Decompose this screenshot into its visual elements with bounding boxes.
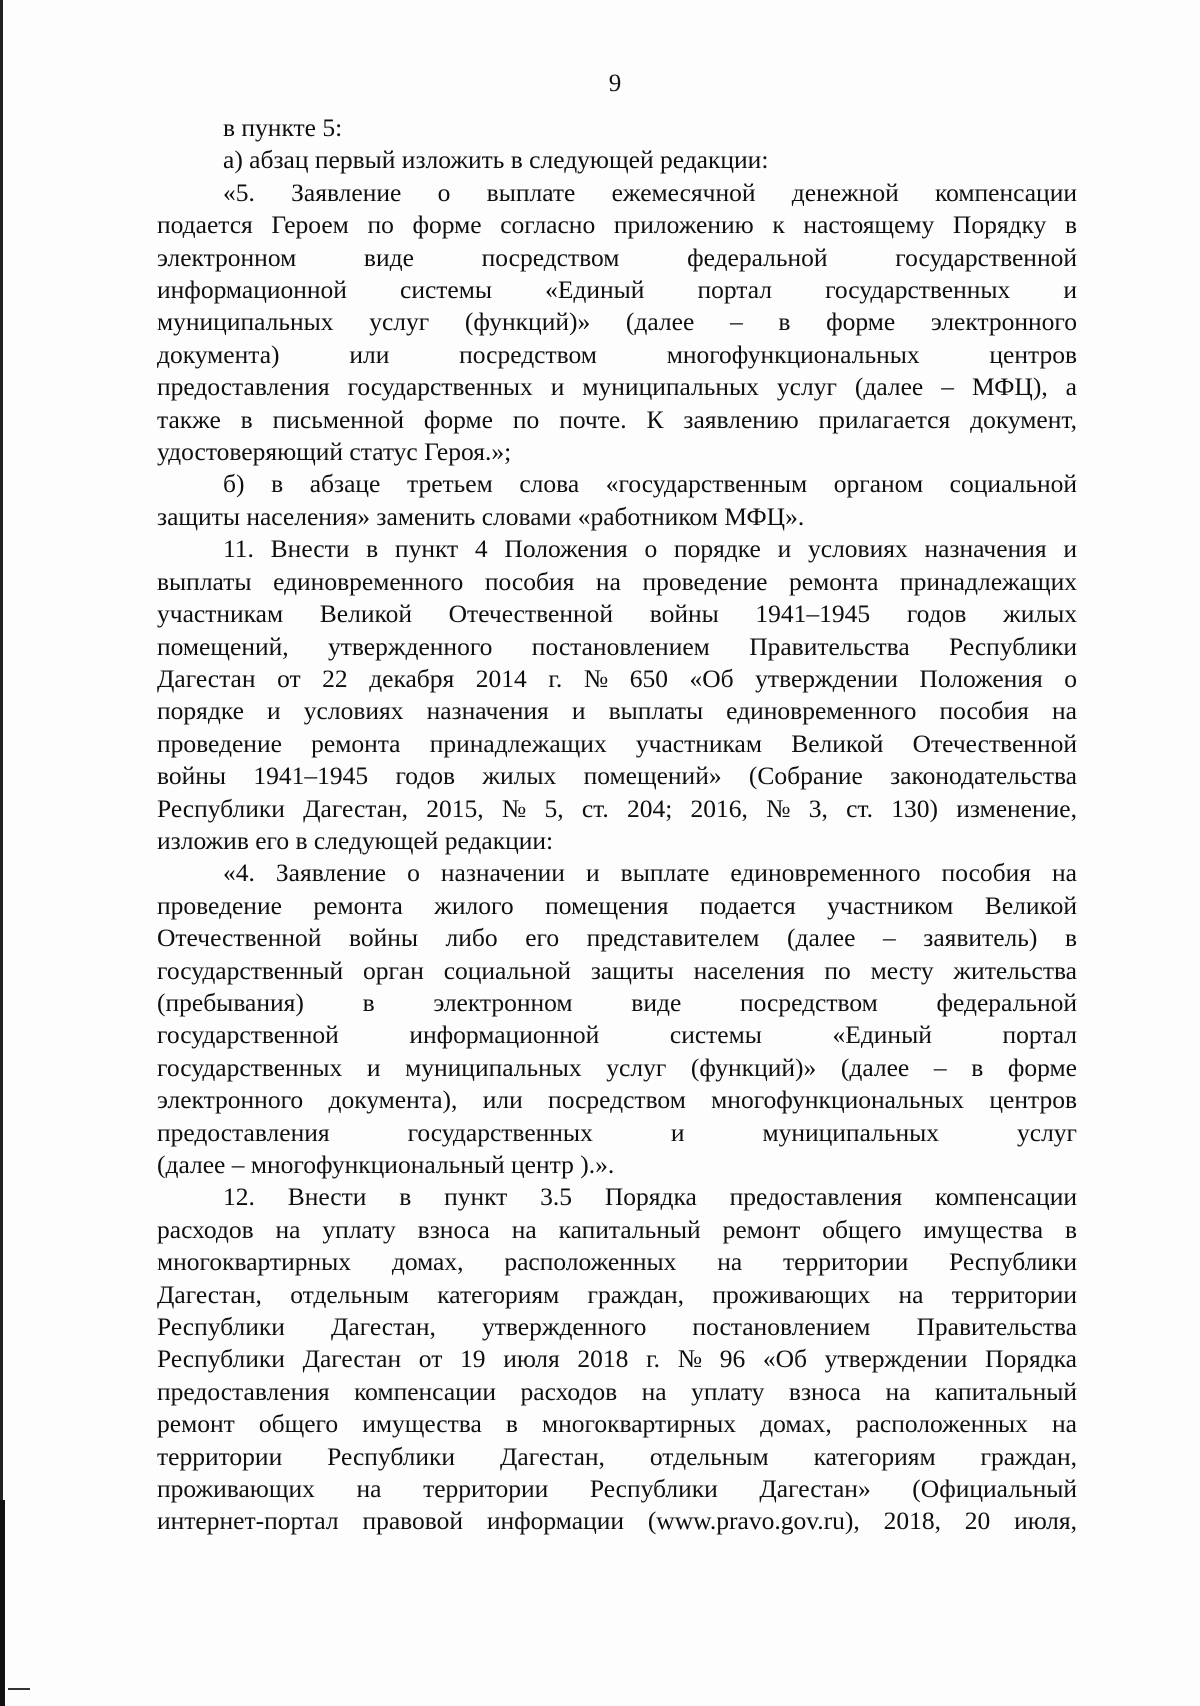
text-line: подается Героем по форме согласно приложению к настоящему Порядку в xyxy=(157,210,1077,240)
text-line: а) абзац первый изложить в следующей редакции: xyxy=(223,145,769,175)
text-line: «4. Заявление о назначении и выплате единовременного пособия на xyxy=(223,858,1077,888)
text-line: предоставления государственных и муниципальных услуг xyxy=(157,1117,1077,1147)
text-line: проведение ремонта принадлежащих участникам Великой Отечественной xyxy=(157,728,1077,758)
text-line: «5. Заявление о выплате ежемесячной денежной компенсации xyxy=(223,177,1077,207)
text-line: многоквартирных домах, расположенных на территории Республики xyxy=(157,1247,1077,1277)
text-line: территории Республики Дагестан, отдельным категориям граждан, xyxy=(157,1441,1077,1471)
page-number: 9 xyxy=(608,70,622,97)
text-line: защиты населения» заменить словами «работником МФЦ». xyxy=(157,501,805,531)
text-line: (далее – многофункциональный центр ).». xyxy=(157,1150,615,1179)
text-line: документа) или посредством многофункциональных центров xyxy=(157,339,1077,369)
text-line: информационной системы «Единый портал государственных и xyxy=(157,275,1077,305)
text-line: в пункте 5: xyxy=(223,113,343,142)
text-line: Дагестан от 22 декабря 2014 г. № 650 «Об утверждении Положения о xyxy=(157,663,1077,693)
text-line: ремонт общего имущества в многоквартирных домах, расположенных на xyxy=(157,1409,1077,1439)
text-line: изложив его в следующей редакции: xyxy=(157,825,554,855)
text-line: удостоверяющий статус Героя.»; xyxy=(157,437,512,467)
text-line: Республики Дагестан, утвержденного постановлением Правительства xyxy=(157,1312,1077,1342)
text-line: электронном виде посредством федеральной государственной xyxy=(157,242,1077,272)
text-line: Отечественной войны либо его представителем (далее – заявитель) в xyxy=(157,923,1077,953)
text-line: 11. Внести в пункт 4 Положения о порядке и условиях назначения и xyxy=(223,534,1077,564)
text-line: проведение ремонта жилого помещения подается участником Великой xyxy=(157,890,1077,920)
scan-mark xyxy=(8,1688,30,1690)
text-line: проживающих на территории Республики Дагестан» (Официальный xyxy=(157,1474,1077,1504)
text-line: участникам Великой Отечественной войны 1941–1945 годов жилых xyxy=(157,599,1077,629)
text-line: (пребывания) в электронном виде посредством федеральной xyxy=(157,987,1077,1017)
text-line: муниципальных услуг (функций)» (далее – в форме электронного xyxy=(157,307,1077,337)
scan-edge-artifact-lower xyxy=(0,1500,5,1706)
text-line: помещений, утвержденного постановлением Правительства Республики xyxy=(157,631,1077,661)
text-line: войны 1941–1945 годов жилых помещений» (Собрание законодательства xyxy=(157,761,1077,791)
text-line: Дагестан, отдельным категориям граждан, проживающих на территории xyxy=(157,1279,1077,1309)
text-line: выплаты единовременного пособия на проведение ремонта принадлежащих xyxy=(157,566,1077,596)
text-line: электронного документа), или посредством многофункциональных центров xyxy=(157,1085,1077,1115)
text-line: государственный орган социальной защиты населения по месту жительства xyxy=(157,955,1077,985)
text-line: 12. Внести в пункт 3.5 Порядка предоставления компенсации xyxy=(223,1182,1077,1212)
text-line: интернет-портал правовой информации (www.pravo.gov.ru), 2018, 20 июля, xyxy=(157,1506,1077,1536)
text-line: предоставления компенсации расходов на уплату взноса на капитальный xyxy=(157,1376,1077,1406)
text-line: государственных и муниципальных услуг (функций)» (далее – в форме xyxy=(157,1052,1077,1082)
scan-edge-artifact xyxy=(0,0,3,1706)
text-line: порядке и условиях назначения и выплаты единовременного пособия на xyxy=(157,696,1077,726)
text-line: государственной информационной системы «Единый портал xyxy=(157,1020,1077,1050)
text-line: расходов на уплату взноса на капитальный ремонт общего имущества в xyxy=(157,1214,1077,1244)
document-body xyxy=(157,112,1077,1538)
text-line: Республики Дагестан, 2015, № 5, ст. 204; 2016, № 3, ст. 130) изменение, xyxy=(157,793,1077,823)
text-line: б) в абзаце третьем слова «государственным органом социальной xyxy=(223,469,1077,499)
text-line: Республики Дагестан от 19 июля 2018 г. № 96 «Об утверждении Порядка xyxy=(157,1344,1077,1374)
text-line: также в письменной форме по почте. К заявлению прилагается документ, xyxy=(157,404,1077,434)
text-line: предоставления государственных и муниципальных услуг (далее – МФЦ), а xyxy=(157,372,1077,402)
